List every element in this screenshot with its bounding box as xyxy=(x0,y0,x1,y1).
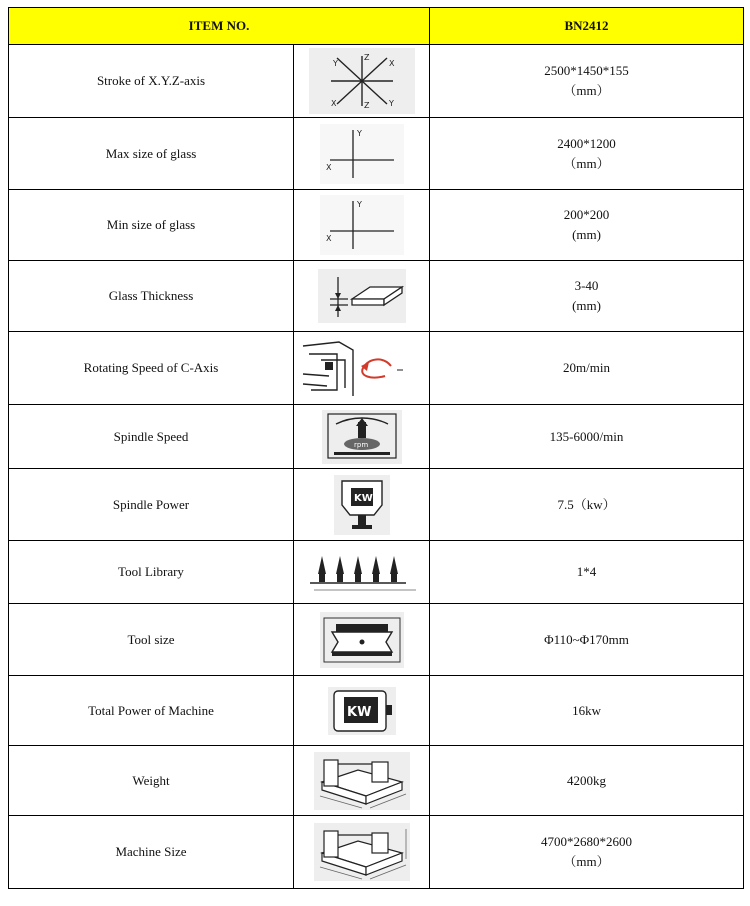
row-picture xyxy=(294,541,430,604)
value-line1: 4200kg xyxy=(567,772,607,788)
xy-axis-icon xyxy=(320,195,404,255)
table-row xyxy=(9,746,744,816)
table-row xyxy=(9,332,744,405)
row-value xyxy=(430,604,744,676)
row-picture xyxy=(294,261,430,332)
header-model: BN2412 xyxy=(430,8,744,45)
value-unit: (mm) xyxy=(572,298,601,313)
row-picture xyxy=(294,816,430,889)
machine-weight-icon xyxy=(314,752,410,810)
row-label: Machine Size xyxy=(9,816,294,889)
svg-text:X: X xyxy=(325,162,331,172)
grinding-wheel-icon xyxy=(320,612,404,668)
table-row xyxy=(9,541,744,604)
svg-text:X: X xyxy=(330,99,336,108)
table-row xyxy=(9,118,744,190)
row-picture xyxy=(294,405,430,469)
table-row xyxy=(9,469,744,541)
value-line1: 4700*2680*2600 xyxy=(541,834,633,849)
row-value xyxy=(430,332,744,405)
kw-motor-icon xyxy=(328,687,396,735)
value-line1: Φ110~Φ170mm xyxy=(544,631,629,647)
spindle-kw-icon xyxy=(334,475,390,535)
table-row xyxy=(9,261,744,332)
tool-library-icon xyxy=(306,550,418,594)
value-line1: 16kw xyxy=(572,702,601,718)
row-label: Min size of glass xyxy=(9,190,294,261)
row-value xyxy=(430,469,744,541)
svg-text:KW: KW xyxy=(353,492,373,504)
svg-text:Z: Z xyxy=(363,101,369,110)
svg-text:Y: Y xyxy=(388,99,394,108)
svg-text:KW: KW xyxy=(346,704,371,720)
value-unit: （mm） xyxy=(563,854,610,869)
table-row xyxy=(9,676,744,746)
value-unit: (mm) xyxy=(572,227,601,242)
xyz-axis-icon xyxy=(309,48,415,114)
row-label: Tool size xyxy=(9,604,294,676)
row-label: Spindle Speed xyxy=(9,405,294,469)
svg-text:X: X xyxy=(388,59,394,68)
row-picture xyxy=(294,118,430,190)
svg-text:Y: Y xyxy=(332,59,338,68)
row-label: Glass Thickness xyxy=(9,261,294,332)
row-value xyxy=(430,190,744,261)
value-unit: （mm） xyxy=(563,83,610,98)
spec-table xyxy=(8,7,744,889)
spindle-rpm-icon xyxy=(322,410,402,464)
row-picture xyxy=(294,604,430,676)
row-value xyxy=(430,118,744,190)
table-row xyxy=(9,45,744,118)
machine-size-icon xyxy=(314,823,410,881)
value-line1: 1*4 xyxy=(576,564,597,579)
row-picture xyxy=(294,332,430,405)
svg-text:X: X xyxy=(325,234,331,243)
svg-text:Z: Z xyxy=(363,53,369,62)
glass-thickness-icon xyxy=(318,269,406,323)
row-label: Stroke of X.Y.Z-axis xyxy=(9,45,294,118)
row-picture xyxy=(294,45,430,118)
row-value xyxy=(430,676,744,746)
row-picture xyxy=(294,469,430,541)
row-value xyxy=(430,541,744,604)
value-line1: 3-40 xyxy=(574,278,599,293)
row-label: Spindle Power xyxy=(9,469,294,541)
row-value xyxy=(430,45,744,118)
xy-axis-icon xyxy=(320,124,404,184)
row-value xyxy=(430,405,744,469)
value-line1: 2400*1200 xyxy=(557,135,616,151)
table-row xyxy=(9,604,744,676)
row-label: Rotating Speed of C-Axis xyxy=(9,332,294,405)
svg-text:rpm: rpm xyxy=(353,440,368,449)
value-unit: （mm） xyxy=(563,155,610,171)
row-label: Total Power of Machine xyxy=(9,676,294,746)
value-line1: 20m/min xyxy=(563,360,610,375)
table-row xyxy=(9,190,744,261)
row-label: Tool Library xyxy=(9,541,294,604)
value-line1: 135-6000/min xyxy=(549,428,624,444)
row-value xyxy=(430,816,744,889)
value-line1: 200*200 xyxy=(563,207,610,222)
row-value xyxy=(430,261,744,332)
value-line1: 2500*1450*155 xyxy=(544,63,629,78)
svg-text:Y: Y xyxy=(356,200,362,209)
c-axis-rotation-icon xyxy=(299,336,425,400)
table-row xyxy=(9,405,744,469)
header-row xyxy=(9,8,744,45)
header-item-no: ITEM NO. xyxy=(9,8,430,45)
row-picture xyxy=(294,676,430,746)
row-picture xyxy=(294,190,430,261)
value-line1: 7.5（kw） xyxy=(557,496,616,512)
table-row xyxy=(9,816,744,889)
row-picture xyxy=(294,746,430,816)
row-label: Weight xyxy=(9,746,294,816)
row-label: Max size of glass xyxy=(9,118,294,190)
row-value xyxy=(430,746,744,816)
svg-text:Y: Y xyxy=(356,128,362,138)
